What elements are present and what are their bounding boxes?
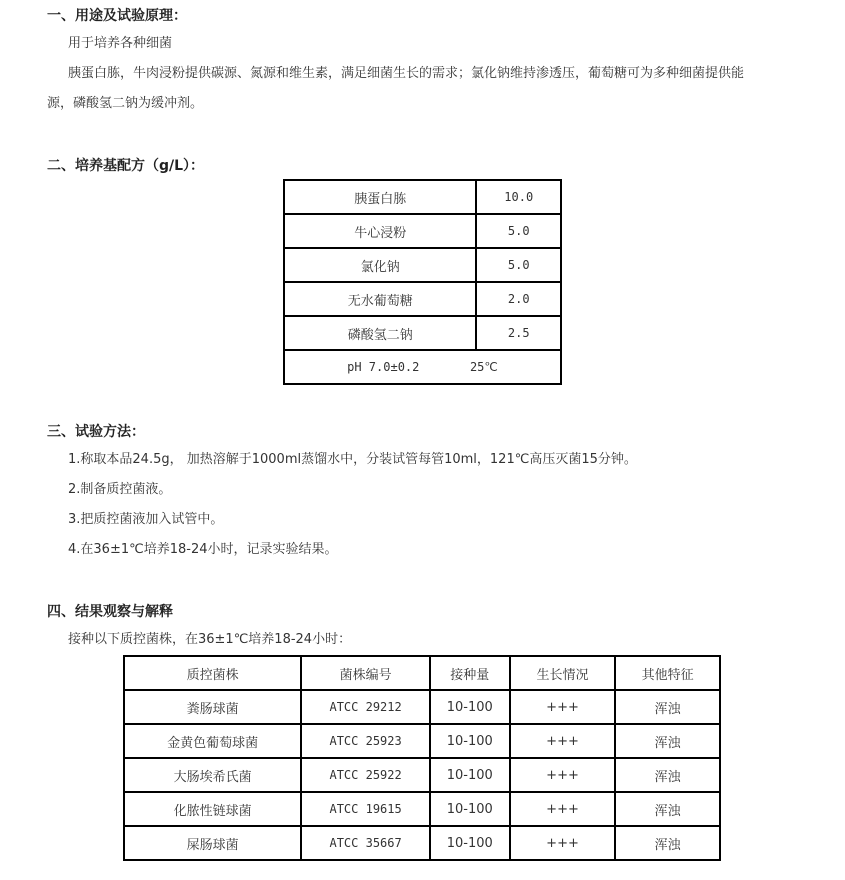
method-step: 4.在36±1℃培养18-24小时，记录实验结果。 xyxy=(68,542,338,557)
table-row xyxy=(284,214,561,248)
table-row xyxy=(284,180,561,214)
column-header: 其他特征 xyxy=(615,656,720,690)
column-header: 菌株编号 xyxy=(301,656,430,690)
table-row xyxy=(124,826,720,860)
other-feature: 浑浊 xyxy=(615,690,720,724)
table-row xyxy=(124,758,720,792)
ingredient-name: 胰蛋白胨 xyxy=(284,180,476,214)
ingredient-name: 牛心浸粉 xyxy=(284,214,476,248)
growth: +++ xyxy=(510,826,616,860)
column-header: 接种量 xyxy=(430,656,510,690)
ph-cell: pH 7.0±0.2 25℃ xyxy=(284,350,561,384)
column-header: 生长情况 xyxy=(510,656,616,690)
growth: +++ xyxy=(510,724,616,758)
column-header: 质控菌株 xyxy=(124,656,301,690)
ingredient-value: 2.5 xyxy=(476,316,561,350)
inoculum: 10-100 xyxy=(430,758,510,792)
strain-id: ATCC 25922 xyxy=(301,758,430,792)
growth: +++ xyxy=(510,690,616,724)
table-row xyxy=(284,282,561,316)
section1-principle-line2: 源，磷酸氢二钠为缓冲剂。 xyxy=(47,96,204,111)
other-feature: 浑浊 xyxy=(615,724,720,758)
growth: +++ xyxy=(510,792,616,826)
table-row xyxy=(284,316,561,350)
table-row xyxy=(124,690,720,724)
other-feature: 浑浊 xyxy=(615,792,720,826)
strain-id: ATCC 35667 xyxy=(301,826,430,860)
result-table xyxy=(123,655,721,861)
other-feature: 浑浊 xyxy=(615,758,720,792)
section3-heading: 三、试验方法： xyxy=(47,424,145,440)
ingredient-value: 2.0 xyxy=(476,282,561,316)
growth: +++ xyxy=(510,758,616,792)
ingredient-name: 无水葡萄糖 xyxy=(284,282,476,316)
inoculum: 10-100 xyxy=(430,690,510,724)
section4-intro: 接种以下质控菌株，在36±1℃培养18-24小时： xyxy=(68,632,352,647)
section1-purpose: 用于培养各种细菌 xyxy=(68,36,173,51)
table-row xyxy=(284,248,561,282)
inoculum: 10-100 xyxy=(430,724,510,758)
ingredient-name: 磷酸氢二钠 xyxy=(284,316,476,350)
strain-name: 屎肠球菌 xyxy=(124,826,301,860)
table-header-row xyxy=(124,656,720,690)
strain-id: ATCC 25923 xyxy=(301,724,430,758)
formula-table xyxy=(283,179,562,385)
section2-heading: 二、培养基配方（g/L）： xyxy=(47,158,205,174)
ingredient-value: 10.0 xyxy=(476,180,561,214)
strain-name: 化脓性链球菌 xyxy=(124,792,301,826)
other-feature: 浑浊 xyxy=(615,826,720,860)
strain-name: 金黄色葡萄球菌 xyxy=(124,724,301,758)
strain-name: 大肠埃希氏菌 xyxy=(124,758,301,792)
section1-principle-line1: 胰蛋白胨，牛肉浸粉提供碳源、氮源和维生素，满足细菌生长的需求；氯化钠维持渗透压，葡萄糖可为多种细菌提供能 xyxy=(68,66,745,81)
ingredient-name: 氯化钠 xyxy=(284,248,476,282)
strain-id: ATCC 29212 xyxy=(301,690,430,724)
ingredient-value: 5.0 xyxy=(476,214,561,248)
table-row xyxy=(284,350,561,384)
method-step: 3.把质控菌液加入试管中。 xyxy=(68,512,224,527)
strain-id: ATCC 19615 xyxy=(301,792,430,826)
strain-name: 粪肠球菌 xyxy=(124,690,301,724)
inoculum: 10-100 xyxy=(430,826,510,860)
inoculum: 10-100 xyxy=(430,792,510,826)
table-row xyxy=(124,724,720,758)
method-step: 2.制备质控菌液。 xyxy=(68,482,172,497)
section4-heading: 四、结果观察与解释 xyxy=(47,604,173,620)
table-row xyxy=(124,792,720,826)
ingredient-value: 5.0 xyxy=(476,248,561,282)
section1-heading: 一、用途及试验原理： xyxy=(47,8,187,24)
method-step: 1.称取本品24.5g， 加热溶解于1000ml蒸馏水中，分装试管每管10ml，121℃高压灭菌15分钟。 xyxy=(68,452,637,467)
